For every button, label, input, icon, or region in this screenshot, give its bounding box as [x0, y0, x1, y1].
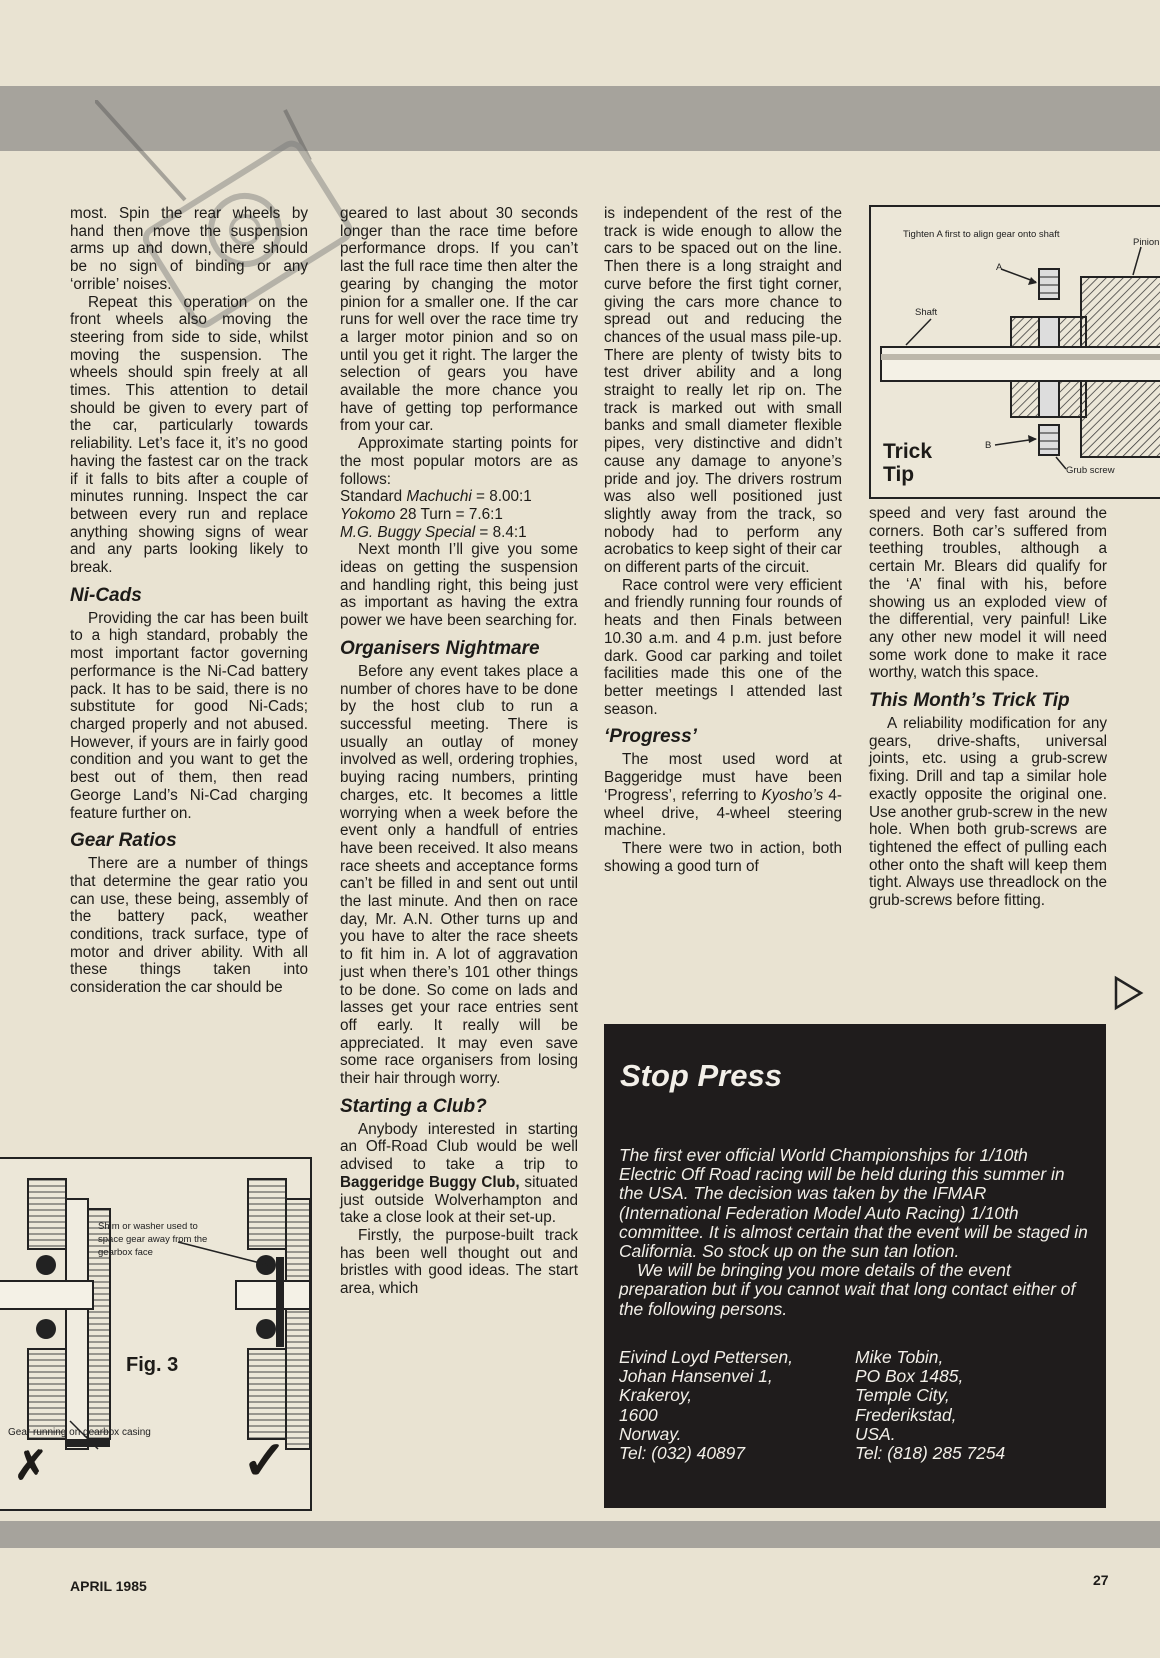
shim-label-line-2: space gear away from the [98, 1234, 208, 1245]
col2-para-approx: Approximate starting points for the most popular motors are as follows: [340, 435, 578, 488]
stop-press-title: Stop Press [620, 1058, 782, 1093]
wrong-cross-icon: ✗ [14, 1444, 48, 1488]
heading-organisers-nightmare: Organisers Nightmare [340, 637, 540, 659]
bottom-grey-band [0, 1521, 1160, 1548]
footer-issue-date: APRIL 1985 [70, 1578, 147, 1594]
column-1 [70, 205, 308, 997]
col2-para-org: Before any event takes place a number of chores have to be done by the host club to run a successful meeting. There is usually an outlay of money involved as well, ordering trophies, buying racing numbers, printing charges, etc. It becomes a little worrying when a week before the event only a handfull of entries have been received. It also means race sheets and acceptance forms can’t be filled in and sent out until the last minute. And then on race day, Mr. A.N. Other turns up and you have to alter the race sheets to fit him in. A lot of aggravation just when there’s 101 other things to be done. So come on lads and lasses get your race entries sent off early. It really will be appreciated. It may even save some race organisers from losing their hair through worry. [340, 662, 578, 1088]
col2-para-club: Anybody interested in starting an Off-Road Club would be well advised to take a trip to Baggeridge Buggy Club, situated just outside Wolverhampton and take a close look at their set-up. [340, 1120, 579, 1227]
figure-label-pinion: Pinion [1133, 237, 1160, 248]
col1-para-1: most. Spin the rear wheels by hand then move the suspension arms up and down, there should be no sign of binding or any ‘orrible’ noises. [70, 205, 308, 293]
continue-arrow-icon [1113, 975, 1145, 1011]
col4-para-tip: A reliability modification for any gears, drive-shafts, universal joints, etc. using a grub-screw fixing. Drill and tap a similar hole exactly opposite the original one. Use another grub-screw in the new hole. When both grub-screws are tightened the effect of pulling each other onto the shaft will keep them tight. Always use threadlock on the grub-screws before fitting. [869, 715, 1107, 910]
correct-tick-icon: ✓ [242, 1431, 288, 1491]
gear-ratio-list [340, 488, 578, 541]
fig3-diagram [0, 1157, 312, 1511]
shim-label-line-1: Shim or washer used to [98, 1221, 198, 1232]
column-2 [340, 205, 578, 1298]
col2-para-1: geared to last about 30 seconds longer than the race time before performance drops. If you can’t last the full race time then alter the gearing by changing the motor pinion for a smaller one. If the car runs for well over the race time try a larger motor pinion and so on until you get it right. The larger the selection of gears you have available the more chance you have of getting top performance from your car. [340, 205, 578, 435]
contact-norway: Eivind Loyd Pettersen, Johan Hansenvei 1, Krakeroy, 1600 Norway. Tel: (032) 40897 [619, 1347, 794, 1464]
column-4 [869, 505, 1107, 910]
col3-para-progress: The most used word at Baggeridge must have been ‘Progress’, referring to Kyosho’s 4-wheel drive, 4-wheel steering machine. [604, 751, 842, 840]
footer-page-number: 27 [1093, 1572, 1109, 1588]
col2-para-firstly: Firstly, the purpose-built track has been well thought out and bristles with good ideas. The start area, which [340, 1226, 578, 1298]
column-3 [604, 205, 842, 875]
col1-para-nicads: Providing the car has been built to a high standard, probably the most important factor governing performance is the Ni-Cad battery pack. It has to be said, there is no substitute for good Ni-Cads; charged properly and not abused. However, if yours are in fairly good condition and you want to get the best out of them, then read George Land’s Ni-Cad charging feature further on. [70, 609, 308, 822]
col2-para-next: Next month I’ll give you some ideas on getting the suspension and handling right, this being just as important as having the extra power we have been searching for. [340, 541, 578, 630]
ratio-mg-buggy: M.G. Buggy Special = 8.4:1 [340, 523, 527, 541]
contact-usa: Mike Tobin, PO Box 1485, Temple City, Frederikstad, USA. Tel: (818) 285 7254 [855, 1347, 1006, 1464]
figure-label-a: A [996, 262, 1003, 273]
figure-caption-tighten: Tighten A first to align gear onto shaft [903, 229, 1060, 240]
ratio-yokomo: Yokomo 28 Turn = 7.6:1 [340, 505, 503, 523]
col3-para-1: is independent of the rest of the track is wide enough to allow the cars to be spaced out on the line. Then there is a long straight and curve before the first tight corner, giving the cars more chance to spread out and reducing the chances of the usual mass pile-up. There are plenty of twisty bits to test driver ability and a long straight to really let rip on. The track is marked out with small banks and small diameter flexible pipes, very distinctive and didn’t cause any damage to anyone’s pride and joy. The drivers rostrum was also well positioned just slightly away from the track, so nobody had to perform any acrobatics to keep sight of their car on different parts of the circuit. [604, 205, 842, 577]
figure-label-b: B [985, 440, 992, 451]
ratio-machuchi: Standard Machuchi = 8.00:1 [340, 488, 532, 506]
heading-progress: ‘Progress’ [604, 726, 697, 748]
col3-para-two: There were two in action, both showing a good turn of [604, 839, 842, 875]
heading-starting-a-club: Starting a Club? [340, 1095, 487, 1117]
figure-label-shaft: Shaft [915, 307, 938, 318]
col1-para-gear: There are a number of things that determine the gear ratio you can use, these being, assembly of the battery pack, weather conditions, track surface, type of motor and driver ability. With all these things taken into consideration the car should be [70, 855, 308, 997]
stop-press-para-2: We will be bringing you more details of the event preparation but if you cannot wait that long contact either of the following persons. [619, 1260, 1076, 1319]
heading-trick-tip: This Month’s Trick Tip [869, 690, 1070, 712]
trick-tip-figure [869, 205, 1160, 499]
col4-para-1: speed and very fast around the corners. Both car’s suffered from teething troubles, although a certain Mr. Blears did qualify for the ‘A’ final with his, before showing us an exploded view of the differential, very painful! Like any other new model it will need some work done to make it race worthy, watch this space. [869, 505, 1107, 682]
stop-press-body [619, 1146, 1089, 1319]
heading-gear-ratios: Gear Ratios [70, 830, 177, 852]
shim-label-line-3: gearbox face [98, 1247, 153, 1258]
heading-nicads: Ni-Cads [70, 584, 142, 606]
fig3-title: Fig. 3 [126, 1354, 179, 1376]
trick-tip-label: Trick Tip [883, 440, 933, 486]
figure-label-grub-screw: Grub screw [1066, 465, 1115, 476]
stop-press-box [604, 1024, 1106, 1508]
stop-press-para-1: The first ever official World Championships for 1/10th Electric Off Road racing will be held during this summer in the USA. The decision was taken by the IFMAR (International Federation Model Auto Racing) 1/10th committee. It is almost certain that the event will be staged in California. So stock up on the sun tan lotion. [619, 1145, 1088, 1262]
gear-casing-label: Gear running on gearbox casing [8, 1427, 151, 1438]
col3-para-race: Race control were very efficient and friendly running four rounds of heats and then Finals between 10.30 a.m. and 4 p.m. just before dark. Good car parking and toilet facilities made this one of the better meetings I attended last season. [604, 576, 842, 718]
col1-para-2: Repeat this operation on the front wheels also moving the steering from side to side, whilst moving the suspension. The wheels should spin freely at all times. This attention to detail should be given to every part of the car, particularly towards reliability. Let’s face it, it’s no good having the fastest car on the track if it falls to bits after a couple of minutes running. Inspect the car between every run and replace anything showing signs of wear and any parts looking likely to break. [70, 293, 308, 577]
